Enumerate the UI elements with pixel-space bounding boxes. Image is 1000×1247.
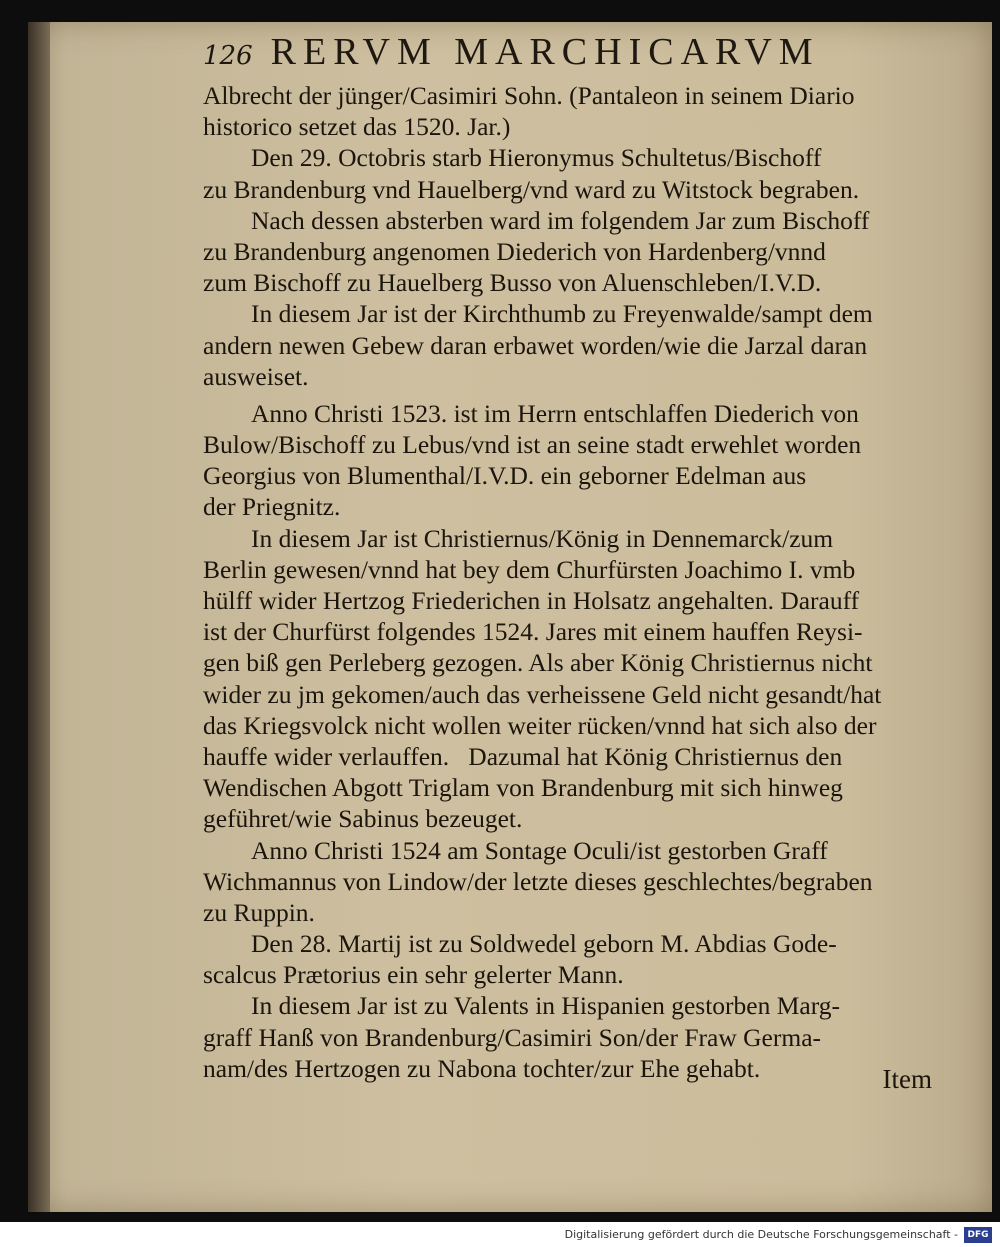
footer-bar [0, 1222, 1000, 1247]
page-header [203, 30, 923, 74]
text-line: hauffe wider verlauffen. Dazumal hat König Christiernus den [203, 741, 843, 771]
text-line: Bulow/Bischoff zu Lebus/vnd ist an seine stadt erwehlet worden [203, 430, 862, 460]
text-line: Georgius von Blumenthal/I.V.D. ein geborner Edelman aus [203, 461, 807, 491]
text-line: ausweiset. [203, 361, 309, 391]
text-line: scalcus Prætorius ein sehr gelerter Mann. [203, 960, 624, 990]
running-title: RERVM MARCHICARVM [270, 31, 820, 73]
text-line: ist der Churfürst folgendes 1524. Jares mit einem hauffen Reysi- [203, 617, 863, 647]
book-page [28, 22, 992, 1212]
text-line: Wichmannus von Lindow/der letzte dieses geschlechtes/begraben [203, 866, 873, 896]
text-line: der Priegnitz. [203, 492, 341, 522]
text-line: Berlin gewesen/vnnd hat bey dem Churfürsten Joachimo I. vmb [203, 554, 856, 584]
page-number: 126 [203, 41, 253, 71]
body-text [203, 80, 943, 1084]
text-line: Den 29. Octobris starb Hieronymus Schultetus/Bischoff [251, 143, 822, 173]
text-line: Wendischen Abgott Triglam von Brandenburg mit sich hinweg [203, 773, 843, 803]
text-line: nam/des Hertzogen zu Nabona tochter/zur Ehe gehabt. [203, 1053, 761, 1083]
text-line: Anno Christi 1524 am Sontage Oculi/ist gestorben Graff [251, 835, 828, 865]
page-binding [28, 22, 50, 1212]
text-line: In diesem Jar ist Christiernus/König in Dennemarck/zum [251, 523, 834, 553]
text-line: wider zu jm gekomen/auch das verheissene Geld nicht gesandt/hat [203, 679, 882, 709]
text-line: Anno Christi 1523. ist im Herrn entschlaffen Diederich von [251, 398, 859, 428]
text-line: gen biß gen Perleberg gezogen. Als aber König Christiernus nicht [203, 648, 873, 678]
catchword: Item [882, 1064, 932, 1094]
text-line: historico setzet das 1520. Jar.) [203, 112, 511, 142]
text-line: andern newen Gebew daran erbawet worden/wie die Jarzal daran [203, 330, 868, 360]
text-line: zu Ruppin. [203, 897, 315, 927]
text-line: graff Hanß von Brandenburg/Casimiri Son/der Fraw Germa- [203, 1022, 822, 1052]
text-line: Den 28. Martij ist zu Soldwedel geborn M. Abdias Gode- [251, 929, 837, 959]
dfg-logo: DFG [964, 1227, 992, 1243]
text-line: Albrecht der jünger/Casimiri Sohn. (Pantaleon in seinem Diario [203, 81, 855, 110]
text-line: geführet/wie Sabinus bezeuget. [203, 804, 523, 834]
footer-credit: Digitalisierung gefördert durch die Deutsche Forschungsgemeinschaft - [564, 1228, 958, 1241]
text-line: zum Bischoff zu Hauelberg Busso von Aluenschleben/I.V.D. [203, 268, 822, 298]
text-line: zu Brandenburg angenomen Diederich von Hardenberg/vnnd [203, 236, 826, 266]
text-line: das Kriegsvolck nicht wollen weiter rücken/vnnd hat sich also der [203, 710, 877, 740]
text-line: In diesem Jar ist der Kirchthumb zu Freyenwalde/sampt dem [251, 299, 873, 329]
text-line: Nach dessen absterben ward im folgendem Jar zum Bischoff [251, 205, 870, 235]
text-line: zu Brandenburg vnd Hauelberg/vnd ward zu Witstock begraben. [203, 174, 860, 204]
text-line: In diesem Jar ist zu Valents in Hispanien gestorben Marg- [251, 991, 840, 1021]
text-line: hülff wider Hertzog Friederichen in Holsatz angehalten. Darauff [203, 586, 860, 615]
